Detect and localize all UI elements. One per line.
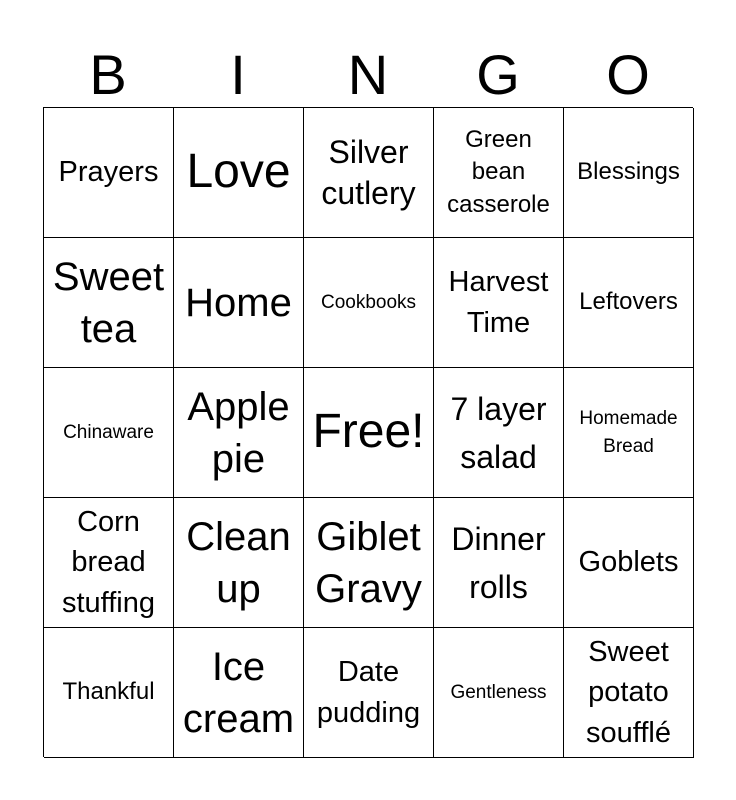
cell-label: Prayers bbox=[58, 156, 159, 189]
bingo-cell-r3c5[interactable] bbox=[564, 368, 694, 498]
cell-label: Cookbooks bbox=[320, 291, 417, 313]
bingo-board bbox=[43, 107, 693, 757]
header-letter-i: I bbox=[230, 43, 246, 106]
cell-label: Harvest Time bbox=[448, 265, 549, 339]
cell-label: Date pudding bbox=[316, 655, 421, 729]
bingo-cell-r4c5[interactable] bbox=[564, 498, 694, 628]
bingo-cell-r1c4[interactable] bbox=[434, 108, 564, 238]
bingo-cell-r1c3[interactable] bbox=[304, 108, 434, 238]
cell-label: 7 layer salad bbox=[450, 390, 547, 475]
bingo-cell-r5c4[interactable] bbox=[434, 628, 564, 758]
bingo-cell-r5c1[interactable] bbox=[44, 628, 174, 758]
cell-label: Chinaware bbox=[63, 421, 154, 443]
cell-label: Dinner rolls bbox=[451, 520, 546, 605]
bingo-cell-r5c5[interactable] bbox=[564, 628, 694, 758]
cell-label: Free! bbox=[312, 405, 425, 459]
cell-label: Silver cutlery bbox=[321, 133, 416, 211]
cell-label: Leftovers bbox=[579, 288, 678, 316]
bingo-cell-r4c2[interactable] bbox=[174, 498, 304, 628]
cell-label: Giblet Gravy bbox=[315, 514, 422, 611]
bingo-cell-r2c3[interactable] bbox=[304, 238, 434, 368]
bingo-cell-r4c3[interactable] bbox=[304, 498, 434, 628]
bingo-cell-r3c1[interactable] bbox=[44, 368, 174, 498]
bingo-cell-r2c5[interactable] bbox=[564, 238, 694, 368]
cell-label: Homemade Bread bbox=[579, 407, 678, 457]
cell-label: Clean up bbox=[186, 514, 291, 611]
bingo-cell-r3c2[interactable] bbox=[174, 368, 304, 498]
bingo-cell-r4c1[interactable] bbox=[44, 498, 174, 628]
cell-label: Gentleness bbox=[450, 681, 547, 703]
bingo-cell-r5c2[interactable] bbox=[174, 628, 304, 758]
cell-label: Home bbox=[185, 280, 292, 325]
bingo-cell-r1c5[interactable] bbox=[564, 108, 694, 238]
bingo-cell-r3c3[interactable] bbox=[304, 368, 434, 498]
bingo-cell-r2c2[interactable] bbox=[174, 238, 304, 368]
header-letter-g: G bbox=[476, 43, 520, 106]
header-letter-o: O bbox=[606, 43, 650, 106]
cell-label: Apple pie bbox=[187, 384, 290, 481]
cell-label: Thankful bbox=[62, 678, 155, 706]
header-letter-b: B bbox=[89, 43, 127, 106]
bingo-cell-r2c1[interactable] bbox=[44, 238, 174, 368]
cell-label: Love bbox=[186, 145, 291, 199]
header-letter-n: N bbox=[347, 43, 389, 106]
bingo-cell-r1c1[interactable] bbox=[44, 108, 174, 238]
cell-label: Sweet potato soufflé bbox=[586, 635, 671, 749]
bingo-cell-r3c4[interactable] bbox=[434, 368, 564, 498]
cell-label: Corn bread stuffing bbox=[62, 505, 155, 619]
cell-label: Blessings bbox=[577, 158, 680, 186]
bingo-cell-r5c3[interactable] bbox=[304, 628, 434, 758]
bingo-cell-r2c4[interactable] bbox=[434, 238, 564, 368]
cell-label: Green bean casserole bbox=[447, 125, 550, 218]
cell-label: Goblets bbox=[578, 546, 679, 579]
cell-label: Sweet tea bbox=[52, 254, 165, 351]
bingo-cell-r4c4[interactable] bbox=[434, 498, 564, 628]
bingo-cell-r1c2[interactable] bbox=[174, 108, 304, 238]
bingo-header bbox=[43, 40, 693, 108]
cell-label: Ice cream bbox=[182, 644, 295, 741]
